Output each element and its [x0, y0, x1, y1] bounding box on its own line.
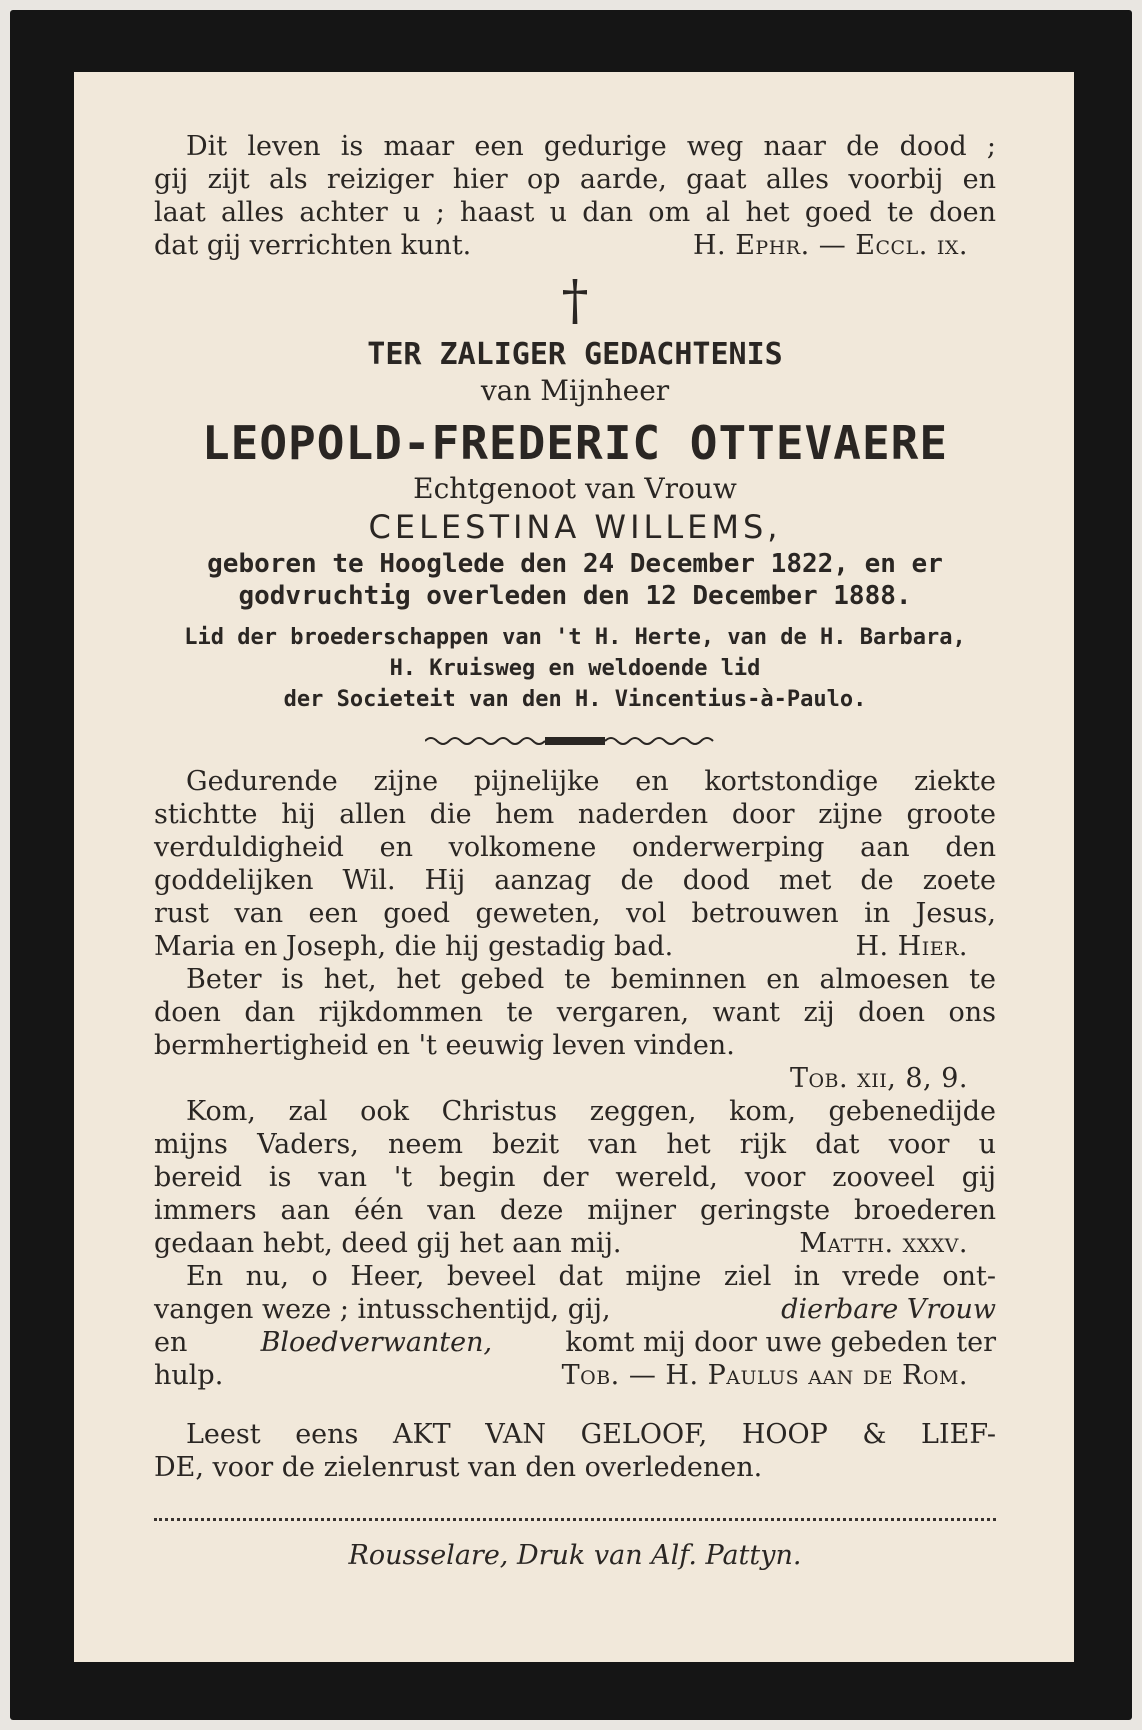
prayer-line: doen dan rijkdommen te vergaren, want zij doen ons — [154, 997, 996, 1028]
epigraph-last-row — [154, 229, 996, 262]
ornament-divider-icon — [425, 733, 725, 749]
prayer-italic-text: Bloedverwanten, — [260, 1327, 493, 1358]
membership-line: der Societeit van den H. Vincentius-à-Paulo. — [283, 687, 867, 712]
membership-line: Lid der broederschappen van 't H. Herte, van de H. Barbara, — [184, 625, 966, 650]
prayer-reference: Matth. xxxv. — [799, 1228, 968, 1259]
prayer-last-line: hulp. — [154, 1360, 224, 1391]
prayer-last-row — [154, 1359, 996, 1392]
prayer-line: rust van een goed geweten, vol betrouwen in Jesus, — [154, 898, 996, 929]
card-content — [154, 130, 996, 1573]
prayer-last-line: gedaan hebt, deed gij het aan mij. — [154, 1228, 622, 1259]
prayer-last-line: bermhertigheid en 't eeuwig leven vinden. — [154, 1030, 735, 1061]
card-paper — [74, 72, 1074, 1662]
membership-line: H. Kruisweg en weldoende lid — [389, 656, 761, 681]
prayer-last-row — [154, 1227, 996, 1260]
prayer-last-row — [154, 930, 996, 963]
prayer-line: Beter is het, het gebed te beminnen en almoesen te — [186, 964, 996, 995]
prayer-line: mijns Vaders, neem bezit van het rijk dat voor u — [154, 1129, 996, 1160]
prayer-line: Kom, zal ook Christus zeggen, kom, gebenedijde — [186, 1096, 996, 1127]
closing-request — [154, 1418, 996, 1484]
epigraph-last-line: dat gij verrichten kunt. — [154, 230, 472, 261]
prayer-text: en — [154, 1327, 188, 1358]
prayer-reference-row — [154, 1062, 996, 1095]
memorial-subtitle: van Mijnheer — [480, 374, 670, 407]
epigraph-line: gij zijt als reiziger hier op aarde, gaat alles voorbij en — [154, 164, 996, 195]
closing-line: Leest eens AKT VAN GELOOF, HOOP & LIEF- — [186, 1419, 996, 1450]
prayer-line-mixed — [154, 1326, 996, 1359]
epigraph — [154, 130, 996, 262]
prayer-line: verduldigheid en volkomene onderwerping aan den — [154, 832, 996, 863]
cross-icon: † — [561, 269, 589, 332]
epigraph-reference: H. Ephr. — Eccl. ix. — [692, 230, 968, 261]
prayer-paragraph-3 — [154, 1095, 996, 1260]
prayer-paragraph-4 — [154, 1260, 996, 1392]
closing-last-line: DE, voor de zielenrust van den overledenen. — [154, 1452, 763, 1483]
prayer-text: komt mij door uwe gebeden ter — [565, 1327, 996, 1358]
dotted-divider — [154, 1518, 996, 1521]
deceased-name: LEOPOLD-FREDERIC OTTEVAERE — [201, 416, 949, 470]
prayer-paragraph-2 — [154, 963, 996, 1095]
memorial-title: TER ZALIGER GEDACHTENIS — [367, 337, 783, 372]
prayer-italic-text: dierbare Vrouw — [781, 1294, 996, 1325]
prayer-line: immers aan één van deze mijner geringste broederen — [154, 1195, 996, 1226]
spouse-name: CELESTINA WILLEMS, — [368, 508, 782, 546]
spouse-intro: Echtgenoot van Vrouw — [413, 472, 737, 505]
prayer-line-mixed — [154, 1293, 996, 1326]
prayer-reference: Tob. xii, 8, 9. — [789, 1063, 968, 1094]
mourning-card — [10, 10, 1132, 1720]
prayer-line: Gedurende zijne pijnelijke en kortstondige ziekte — [186, 766, 996, 797]
epigraph-line: laat alles achter u ; haast u dan om al het goed te doen — [154, 197, 996, 228]
prayer-line: goddelijken Wil. Hij aanzag de dood met de zoete — [154, 865, 996, 896]
prayer-reference: Tob. — H. Paulus aan de Rom. — [561, 1360, 968, 1391]
membership — [154, 622, 996, 715]
prayer-line: bereid is van 't begin der wereld, voor zooveel gij — [154, 1162, 996, 1193]
prayer-last-line: Maria en Joseph, die hij gestadig bad. — [154, 931, 674, 962]
prayer-text: vangen weze ; intusschentijd, gij, — [154, 1294, 611, 1325]
birth-line: geboren te Hooglede den 24 December 1822, en er — [207, 549, 943, 579]
printer-imprint: Rousselare, Druk van Alf. Pattyn. — [348, 1540, 802, 1571]
death-line: godvruchtig overleden den 12 December 1888. — [238, 581, 912, 611]
prayer-line: En nu, o Heer, beveel dat mijne ziel in vrede ont- — [186, 1261, 996, 1292]
prayer-reference: H. Hier. — [855, 931, 968, 962]
prayer-paragraph-1 — [154, 765, 996, 963]
prayer-line: stichtte hij allen die hem naderden door zijne groote — [154, 799, 996, 830]
epigraph-line: Dit leven is maar een gedurige weg naar de dood ; — [186, 131, 996, 162]
